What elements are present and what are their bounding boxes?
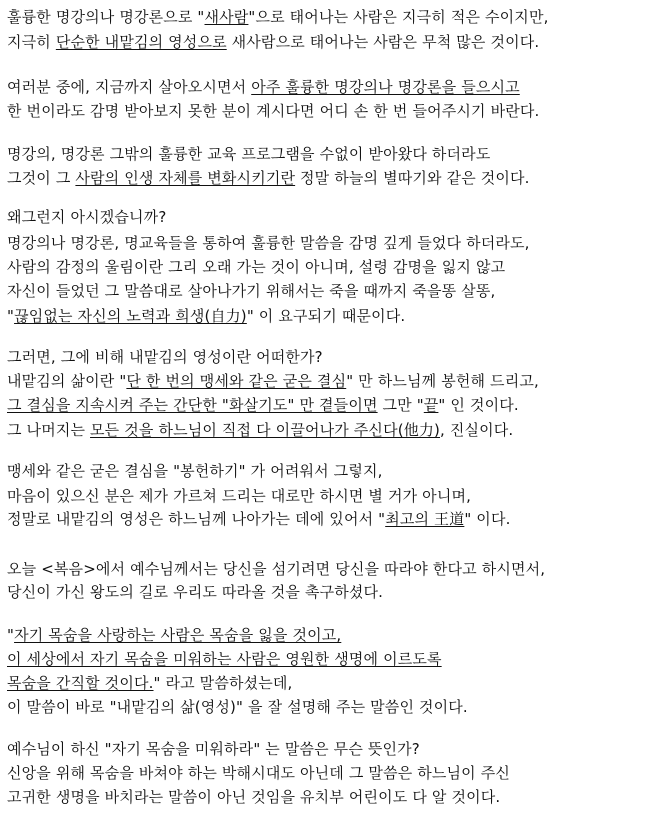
text-line (7, 31, 539, 53)
text-line (7, 206, 166, 228)
underlined-text: 모든 것을 하느님이 직접 다 이끌어나가 주신다(他力) (90, 421, 441, 439)
text-segment: 예수님이 하신 "자기 목숨을 미워하라" 는 말씀은 무슨 뜻인가? (7, 740, 420, 758)
text-segment: 새사람으로 태어나는 사람은 무척 많은 것이다. (226, 33, 540, 51)
text-line (7, 305, 405, 327)
text-line (7, 370, 539, 392)
text-line (7, 256, 505, 278)
text-line (7, 76, 520, 98)
text-segment: 오늘 <복음>에서 예수님께서는 당신을 섬기려면 당신을 따라야 한다고 하시면서, (7, 560, 546, 578)
text-segment: " 이 요구되기 때문이다. (246, 307, 406, 325)
underlined-text: 새사람 (204, 8, 249, 26)
text-segment: 그만 " (377, 396, 424, 414)
text-line (7, 100, 539, 122)
text-segment: 사람의 감정의 울림이란 그리 오래 가는 것이 아니며, 설령 감명을 잃지 않고 (7, 258, 506, 276)
text-segment: "으로 태어나는 사람은 지극히 적은 수이지만, (248, 8, 549, 26)
text-line (7, 346, 323, 368)
underlined-text: 자기 목숨을 사랑하는 사람은 목숨을 잃을 것이고, (14, 626, 342, 644)
text-line (7, 232, 530, 254)
text-segment: 당신이 가신 왕도의 길로 우리도 따라올 것을 촉구하셨다. (7, 583, 384, 601)
text-segment: 정말 하늘의 별따기와 같은 것이다. (295, 169, 530, 187)
text-line (7, 786, 500, 808)
text-segment: 맹세와 같은 굳은 결심을 "봉헌하기" 가 어려워서 그렇지, (7, 462, 383, 480)
text-segment: " 만 하느님께 봉헌해 드리고, (346, 372, 539, 390)
text-line (7, 672, 292, 694)
underlined-text: 단순한 내맡김의 영성으로 (55, 33, 227, 51)
text-segment: 정말로 내맡김의 영성은 하느님께 나아가는 데에 있어서 " (7, 510, 386, 528)
text-segment: 자신이 들었던 그 말씀대로 살아나가기 위해서는 죽을 때까지 죽을똥 살똥, (7, 282, 496, 300)
text-line (7, 648, 442, 670)
text-segment: " (7, 307, 15, 325)
text-line (7, 762, 510, 784)
text-segment: 그것이 그 (7, 169, 76, 187)
text-segment: " 라고 말씀하셨는데, (153, 674, 293, 692)
underlined-text: 사람의 인생 자체를 변화시키기란 (75, 169, 296, 187)
text-segment: " (7, 626, 15, 644)
underlined-text: 단 한 번의 맹세와 같은 굳은 결심 (126, 372, 347, 390)
text-segment: 왜그런지 아시겠습니까? (7, 208, 167, 226)
text-line (7, 419, 513, 441)
text-segment: " 이다. (464, 510, 511, 528)
underlined-text: 이 세상에서 자기 목숨을 미워하는 사람은 영원한 생명에 이르도록 (7, 650, 442, 668)
text-segment: , 진실이다. (440, 421, 514, 439)
text-segment: 마음이 있으신 분은 제가 가르쳐 드리는 대로만 하시면 별 거가 아니며, (7, 487, 472, 505)
text-segment: 신앙을 위해 목숨을 바쳐야 하는 박해시대도 아닌데 그 말씀은 하느님이 주신 (7, 764, 511, 782)
text-line (7, 280, 495, 302)
text-line (7, 143, 490, 165)
text-line (7, 696, 468, 718)
text-segment: " 인 것이다. (438, 396, 519, 414)
text-line (7, 394, 519, 416)
underlined-text: 목숨을 간직할 것이다. (7, 674, 154, 692)
text-line (7, 624, 341, 646)
text-segment: 여러분 중에, 지금까지 살아오시면서 (7, 78, 252, 96)
text-segment: 내맡김의 삶이란 " (7, 372, 127, 390)
underlined-text: 끊임없는 자신의 노력과 희생(自力) (14, 307, 247, 325)
text-line (7, 581, 383, 603)
underlined-text: 아주 훌륭한 명강의나 명강론을 들으시고 (251, 78, 520, 96)
text-segment: 명강의, 명강론 그밖의 훌륭한 교육 프로그램을 수없이 받아왔다 하더라도 (7, 145, 491, 163)
text-line (7, 167, 530, 189)
text-line (7, 6, 549, 28)
text-line (7, 460, 383, 482)
text-segment: 이 말씀이 바로 "내맡김의 삶(영성)" 을 잘 설명해 주는 말씀인 것이다. (7, 698, 468, 716)
text-segment: 고귀한 생명을 바치라는 말씀이 아닌 것임을 유치부 어린이도 다 알 것이다. (7, 788, 501, 806)
text-segment: 훌륭한 명강의나 명강론으로 " (7, 8, 205, 26)
text-segment: 그러면, 그에 비해 내맡김의 영성이란 어떠한가? (7, 348, 323, 366)
underlined-text: 최고의 王道 (385, 510, 465, 528)
text-segment: 한 번이라도 감명 받아보지 못한 분이 계시다면 어디 손 한 번 들어주시기 바란다. (7, 102, 540, 120)
underlined-text: 끝 (423, 396, 439, 414)
text-line (7, 738, 420, 760)
text-line (7, 485, 471, 507)
text-segment: 명강의나 명강론, 명교육들을 통하여 훌륭한 말씀을 감명 깊게 들었다 하더라도, (7, 234, 530, 252)
underlined-text: 그 결심을 지속시켜 주는 간단한 "화살기도" 만 곁들이면 (7, 396, 378, 414)
text-line (7, 558, 545, 580)
text-segment: 지극히 (7, 33, 56, 51)
text-segment: 그 나머지는 (7, 421, 91, 439)
text-line (7, 508, 511, 530)
